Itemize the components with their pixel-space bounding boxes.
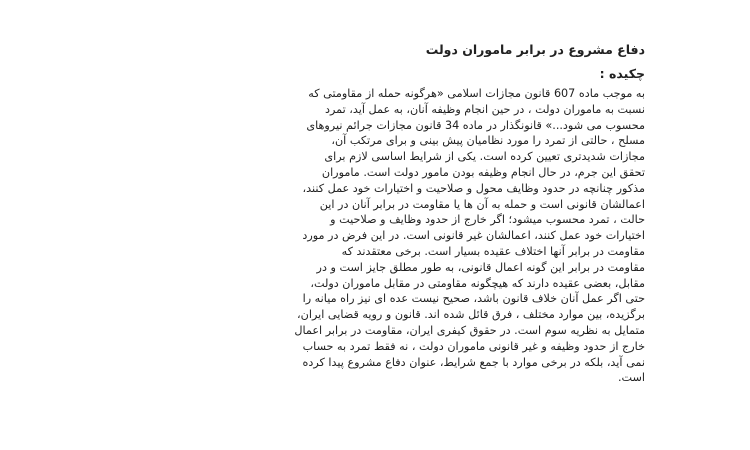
paragraph-line: خارج از حدود وظیفه و غیر قانونی ماموران دولت ، نه فقط تمرد به حساب (302, 339, 645, 353)
paragraph-line: مذکور چنانچه در حدود وظایف محول و صلاحیت و اختیارات خود عمل کنند، (302, 181, 645, 195)
paragraph-line: محسوب می شود...» قانونگذار در ماده 34 قانون مجازات جرائم نیروهای (306, 118, 645, 132)
paragraph-line: مقاومت در برابر این گونه اعمال قانونی، به طور مطلق جایز است و در (316, 260, 645, 274)
paragraph-line: نسبت به ماموران دولت ، در حین انجام وظیفه آنان، به عمل آید، تمرد (324, 102, 645, 116)
paragraph-line: نمی آید، بلکه در برخی موارد با جمع شرایط، عنوان دفاع مشروع پیدا کرده (302, 355, 645, 369)
paragraph-line: اعمالشان قانونی است و حمله به آن ها یا مقاومت در برابر آنان در این (319, 197, 645, 211)
paragraph-line: مجازات شدیدتری تعیین کرده است. یکی از شرایط اساسی لازم برای (324, 150, 645, 164)
paragraph-line: حالت ، تمرد محسوب میشود؛ اگر خارج از حدود وظایف و صلاحیت و (330, 213, 645, 227)
document-title: دفاع مشروع در برابر ماموران دولت (425, 42, 645, 57)
paragraph-line: اختیارات خود عمل کنند، اعمالشان غیر قانونی است. در این فرض در مورد (302, 229, 645, 243)
paragraph-line: مقاومت در برابر آنها اختلاف عقیده بسیار است. برخی معتقدند که (341, 244, 645, 258)
paragraph-line: حتی اگر عمل آنان خلاف قانون باشد، صحیح نیست عده ای نیز راه میانه را (302, 292, 645, 306)
abstract-heading: چکیده : (599, 66, 645, 81)
paragraph-line: مقابل، بعضی عقیده دارند که هیچگونه مقاومتی در مقابل ماموران دولت، (310, 276, 645, 290)
paragraph-line: به موجب ماده 607 قانون مجازات اسلامی «هرگونه حمله از مقاومتی که (308, 87, 645, 100)
paragraph-line: است. (617, 371, 645, 385)
paragraph-line: تحقق این جرم، در حال انجام وظیفه بودن مامور دولت است. ماموران (321, 165, 645, 179)
abstract-body (115, 86, 645, 386)
paragraph-line: مسلح ، حالتی از تمرد را مورد نظامیان پیش بینی و برای مرتکب آن، (331, 134, 645, 148)
paragraph-line: برگزیده، بین موارد مختلف ، فرق قائل شده اند. قانون و رویه قضایی ایران، (297, 308, 645, 322)
paragraph-line: متمایل به نظریه سوم است. در حقوق کیفری ایران، مقاومت در برابر اعمال (294, 323, 645, 337)
